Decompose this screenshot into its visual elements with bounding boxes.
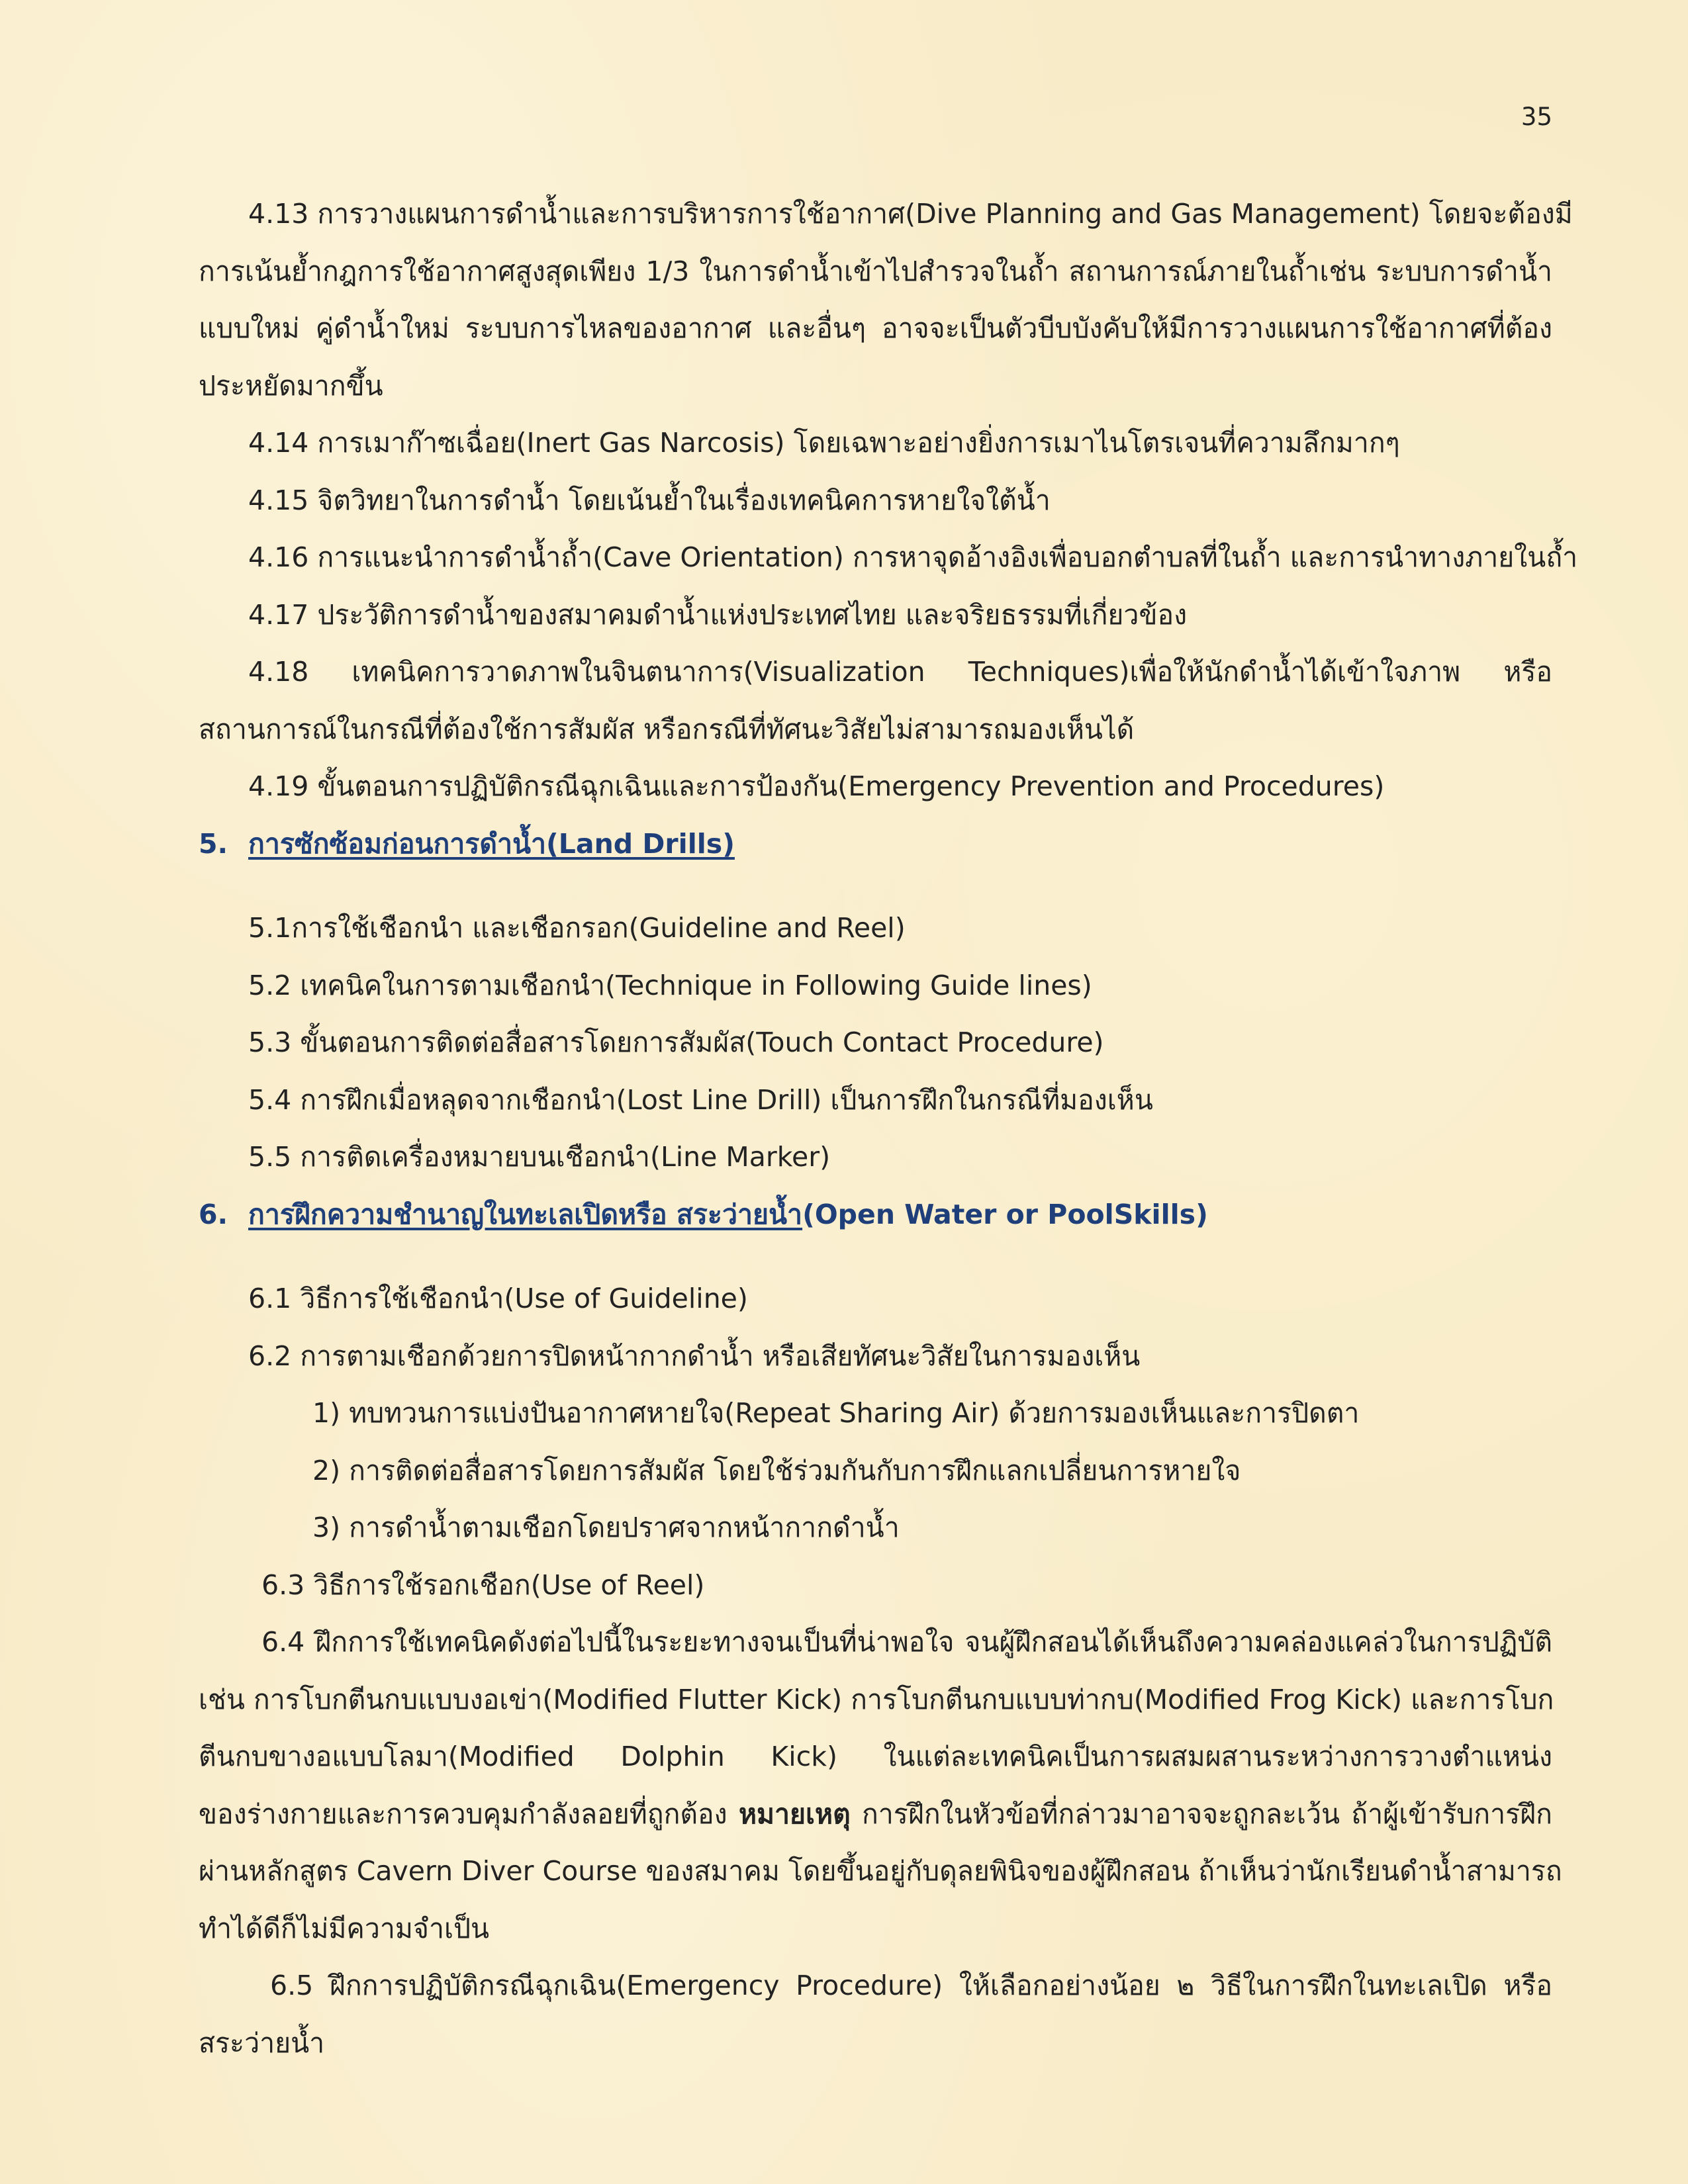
section-5-number: 5.	[199, 827, 228, 860]
paragraph-6-4-text-c: การฝึกในหัวข้อที่กล่าวมาอาจจะถูกละเว้น ถ้าผู้เข้ารับการฝึก	[861, 1797, 1552, 1830]
section-5-title: การซักซ้อมก่อนการดำน้ำ(Land Drills)	[248, 827, 735, 860]
item-6-3: 6.3 วิธีการใช้รอกเชือก(Use of Reel)	[261, 1569, 705, 1601]
item-4-15: 4.15 จิตวิทยาในการดำน้ำ โดยเน้นย้ำในเรื่องเทคนิคการหายใจใต้น้ำ	[248, 484, 1051, 516]
paragraph-6-4-line-3: ตีนกบขางอแบบโลมา(Modified Dolphin Kick) ในแต่ละเทคนิคเป็นการผสมผสานระหว่างการวางตำแหน่ง	[199, 1741, 1552, 1772]
paragraph-4-13-line-1: 4.13 การวางแผนการดำน้ำและการบริหารการใช้อากาศ(Dive Planning and Gas Management) โดยจะต้องมี	[248, 198, 1573, 230]
paragraph-6-5-line-2: สระว่ายน้ำ	[199, 2026, 325, 2059]
item-5-5: 5.5 การติดเครื่องหมายบนเชือกนำ(Line Marker)	[248, 1141, 831, 1173]
item-5-1: 5.1การใช้เชือกนำ และเชือกรอก(Guideline and Reel)	[248, 912, 906, 944]
note-label: หมายเหตุ	[738, 1797, 851, 1830]
sub-item-6-2-3: 3) การดำน้ำตามเชือกโดยปราศจากหน้ากากดำน้ำ	[312, 1512, 900, 1543]
item-4-14: 4.14 การเมาก๊าซเฉื่อย(Inert Gas Narcosis) โดยเฉพาะอย่างยิ่งการเมาไนโตรเจนที่ความลึกมากๆ	[248, 427, 1400, 459]
paragraph-4-18-line-1: 4.18 เทคนิคการวาดภาพในจินตนาการ(Visualization Techniques)เพื่อให้นักดำน้ำได้เข้าใจภาพ หรือ	[248, 656, 1552, 688]
item-5-3: 5.3 ขั้นตอนการติดต่อสื่อสารโดยการสัมผัส(Touch Contact Procedure)	[248, 1026, 1104, 1058]
paragraph-6-4-line-1: 6.4 ฝึกการใช้เทคนิคดังต่อไปนี้ในระยะทางจนเป็นที่น่าพอใจ จนผู้ฝึกสอนได้เห็นถึงความคล่องแคล่วในการปฏิบัติ	[261, 1626, 1552, 1658]
paragraph-4-18-line-2: สถานการณ์ในกรณีที่ต้องใช้การสัมผัส หรือกรณีที่ทัศนะวิสัยไม่สามารถมองเห็นได้	[199, 713, 1135, 745]
page-number: 35	[1521, 103, 1552, 131]
paragraph-6-4-line-2: เช่น การโบกตีนกบแบบงอเข่า(Modified Flutter Kick) การโบกตีนกบแบบท่ากบ(Modified Frog Kick) และการโบก	[199, 1683, 1554, 1715]
section-6-heading	[199, 1186, 1552, 1244]
section-5-heading	[199, 815, 1552, 873]
paragraph-6-5-line-1: 6.5 ฝึกการปฏิบัติกรณีฉุกเฉิน(Emergency Procedure) ให้เลือกอย่างน้อย ๒ วิธีในการฝึกในทะเลเปิด หรือ	[270, 1970, 1552, 2001]
section-6-title-underlined: การฝึกความชำนาญในทะเลเปิดหรือ สระว่ายน้ำ	[248, 1198, 803, 1230]
spacer	[199, 872, 1552, 899]
section-6-title-rest: (Open Water or PoolSkills)	[802, 1198, 1208, 1230]
sub-item-6-2-2: 2) การติดต่อสื่อสารโดยการสัมผัส โดยใช้ร่วมกันกับการฝึกแลกเปลี่ยนการหายใจ	[312, 1454, 1241, 1486]
paragraph-6-4-line-5: ผ่านหลักสูตร Cavern Diver Course ของสมาคม โดยขึ้นอยู่กับดุลยพินิจของผู้ฝึกสอน ถ้าเห็นว่านักเรียนดำน้ำสามารถ	[199, 1855, 1562, 1887]
item-4-17: 4.17 ประวัติการดำน้ำของสมาคมดำน้ำแห่งประเทศไทย และจริยธรรมที่เกี่ยวข้อง	[248, 598, 1188, 631]
sub-item-6-2-1: 1) ทบทวนการแบ่งปันอากาศหายใจ(Repeat Sharing Air) ด้วยการมองเห็นและการปิดตา	[312, 1397, 1360, 1429]
section-6-number: 6.	[199, 1198, 228, 1230]
paragraph-4-13-line-2: การเน้นย้ำกฎการใช้อากาศสูงสุดเพียง 1/3 ในการดำน้ำเข้าไปสำรวจในถ้ำ สถานการณ์ภายในถ้ำเช่น ระบบการดำน้ำ	[199, 255, 1552, 287]
item-4-16: 4.16 การแนะนำการดำน้ำถ้ำ(Cave Orientation) การหาจุดอ้างอิงเพื่อบอกตำบลที่ในถ้ำ และการนำทางภายในถ้ำ	[248, 541, 1578, 573]
paragraph-6-4-line-4	[199, 1786, 1552, 1843]
item-5-2: 5.2 เทคนิคในการตามเชือกนำ(Technique in Following Guide lines)	[248, 969, 1092, 1001]
paragraph-4-13-line-3: แบบใหม่ คู่ดำน้ำใหม่ ระบบการไหลของอากาศ และอื่นๆ อาจจะเป็นตัวบีบบังคับให้มีการวางแผนการใช้อากาศที่ต้อง	[199, 312, 1552, 344]
paragraph-6-4-line-6: ทำได้ดีก็ไม่มีความจำเป็น	[199, 1912, 490, 1944]
spacer	[199, 1243, 1552, 1270]
item-5-4: 5.4 การฝึกเมื่อหลุดจากเชือกนำ(Lost Line Drill) เป็นการฝึกในกรณีที่มองเห็น	[248, 1083, 1153, 1116]
document-body	[199, 185, 1578, 2071]
paragraph-4-13-line-4: ประหยัดมากขึ้น	[199, 369, 383, 402]
paragraph-6-4-text-a: ของร่างกายและการควบคุมกำลังลอยที่ถูกต้อง	[199, 1797, 727, 1830]
item-6-2: 6.2 การตามเชือกด้วยการปิดหน้ากากดำน้ำ หรือเสียทัศนะวิสัยในการมองเห็น	[248, 1340, 1141, 1372]
item-6-1: 6.1 วิธีการใช้เชือกนำ(Use of Guideline)	[248, 1283, 748, 1314]
item-4-19: 4.19 ขั้นตอนการปฏิบัติกรณีฉุกเฉินและการป้องกัน(Emergency Prevention and Procedures)	[248, 770, 1385, 802]
